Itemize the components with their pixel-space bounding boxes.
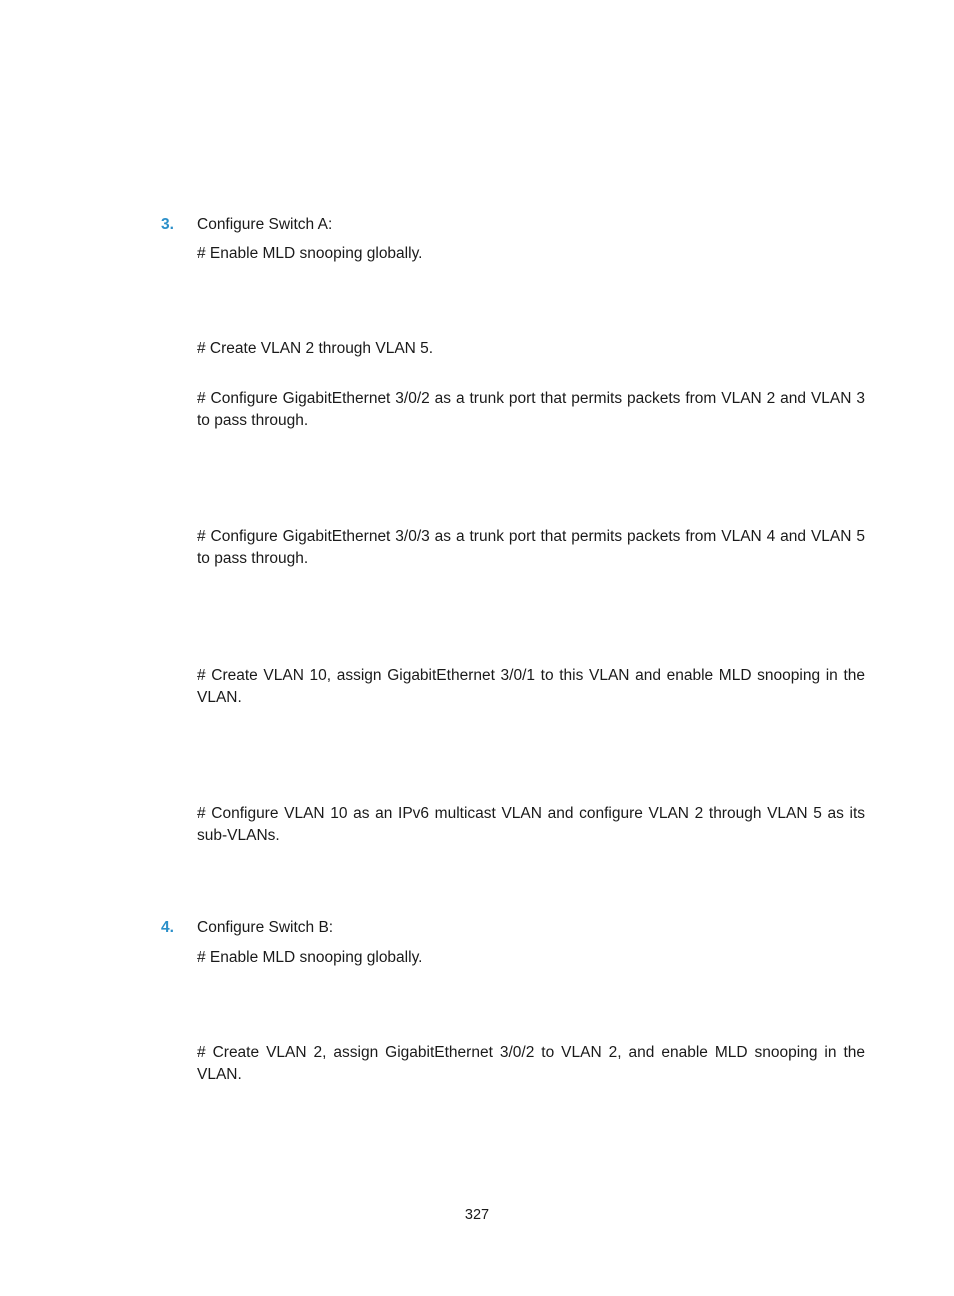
- step-number: 4.: [161, 919, 174, 936]
- step-paragraph: # Configure GigabitEthernet 3/0/2 as a trunk port that permits packets from VLAN 2 and VLAN 3 to pass through.: [197, 390, 865, 429]
- step-paragraph: # Enable MLD snooping globally.: [197, 949, 423, 966]
- step-number: 3.: [161, 216, 174, 233]
- step-paragraph: # Enable MLD snooping globally.: [197, 245, 423, 262]
- page-number: 327: [464, 1207, 490, 1223]
- step-paragraph: # Create VLAN 2 through VLAN 5.: [197, 340, 434, 357]
- step-paragraph: # Configure VLAN 10 as an IPv6 multicast VLAN and configure VLAN 2 through VLAN 5 as its sub-VLANs.: [197, 805, 865, 844]
- step-label: Configure Switch A:: [197, 216, 333, 233]
- step-label: Configure Switch B:: [197, 919, 334, 936]
- step-paragraph: # Create VLAN 10, assign GigabitEthernet 3/0/1 to this VLAN and enable MLD snooping in the VLAN.: [197, 667, 865, 706]
- step-paragraph: # Create VLAN 2, assign GigabitEthernet 3/0/2 to VLAN 2, and enable MLD snooping in the VLAN.: [197, 1044, 865, 1083]
- step-paragraph: # Configure GigabitEthernet 3/0/3 as a trunk port that permits packets from VLAN 4 and VLAN 5 to pass through.: [197, 528, 865, 567]
